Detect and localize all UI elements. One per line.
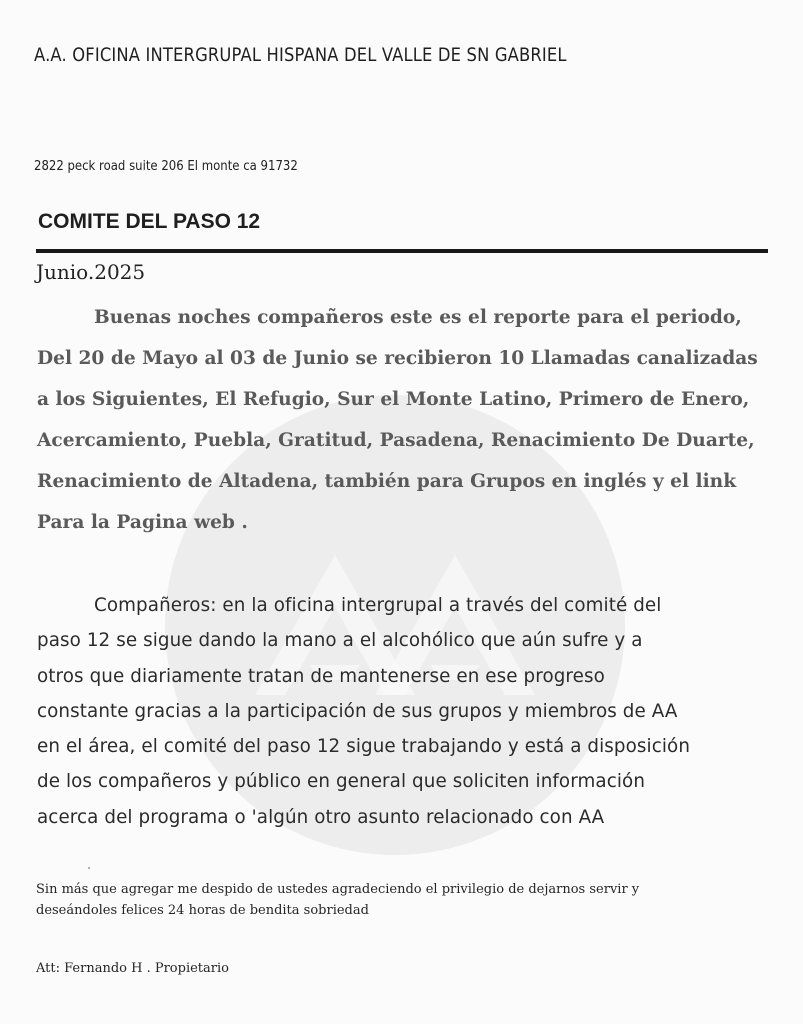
signature-line: Att: Fernando H . Propietario [36,961,229,976]
message-paragraph-line: acerca del programa o 'algún otro asunto relacionado con AA [37,806,605,828]
report-date: Junio.2025 [36,260,146,284]
committee-heading: COMITE DEL PASO 12 [38,210,261,233]
message-paragraph-line: paso 12 se sigue dando la mano a el alcohólico que aún sufre y a [37,630,643,652]
report-paragraph-line: a los Siguientes, El Refugio, Sur el Monte Latino, Primero de Enero, [37,389,750,410]
message-paragraph-line: de los compañeros y público en general que soliciten información [37,771,646,793]
report-paragraph-line: Buenas noches compañeros este es el reporte para el periodo, [94,307,742,328]
message-paragraph-line: constante gracias a la participación de sus grupos y miembros de AA [37,700,678,722]
report-paragraph [37,297,771,543]
message-paragraph-line: Compañeros: en la oficina intergrupal a través del comité del [94,595,662,616]
message-paragraph-line: otros que diariamente tratan de mantenerse en ese progreso [37,665,605,687]
report-paragraph-line: Renacimiento de Altadena, también para Grupos en inglés y el link [37,471,737,492]
report-paragraph-line: Acercamiento, Puebla, Gratitud, Pasadena, Renacimiento De Duarte, [37,430,755,451]
message-paragraph-line: en el área, el comité del paso 12 sigue trabajando y está a disposición [37,736,691,758]
report-paragraph-line: Para la Pagina web . [37,512,248,533]
heading-divider [36,249,768,253]
closing-line: Sin más que agregar me despido de ustedes agradeciendo el privilegio de dejarnos servir y [36,882,640,897]
closing-paragraph [36,879,756,921]
scan-speck [88,867,90,869]
office-address: 2822 peck road suite 206 El monte ca 91732 [34,159,298,174]
report-paragraph-line: Del 20 de Mayo al 03 de Junio se recibieron 10 Llamadas canalizadas [37,348,758,369]
organization-title: A.A. OFICINA INTERGRUPAL HISPANA DEL VALLE DE SN GABRIEL [34,44,567,66]
committee-message-paragraph [37,588,775,835]
closing-line: deseándoles felices 24 horas de bendita sobriedad [36,903,369,918]
